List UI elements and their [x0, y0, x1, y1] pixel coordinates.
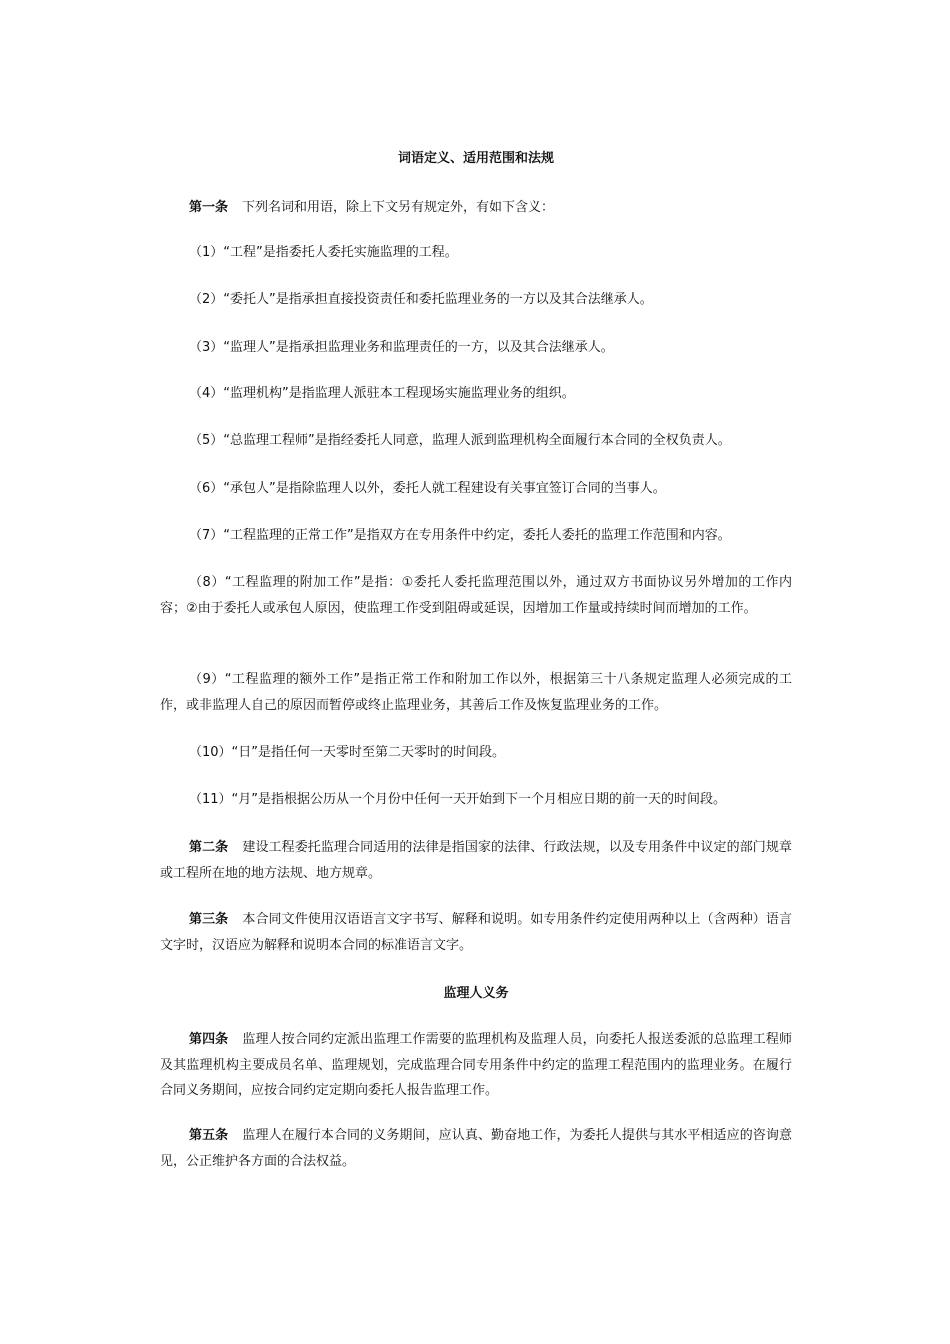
- article-2: [160, 835, 792, 886]
- definition-item-4: （4）“监理机构”是指监理人派驻本工程现场实施监理业务的组织。: [189, 386, 575, 401]
- article-text: 下列名词和用语，除上下文另有规定外，有如下含义：: [242, 200, 555, 215]
- article-label: 第五条: [189, 1128, 229, 1143]
- section-heading-obligations: 监理人义务: [443, 986, 509, 1001]
- article-1: [160, 195, 792, 221]
- definition-item-7: （7）“工程监理的正常工作”是指双方在专用条件中约定，委托人委托的监理工作范围和内容。: [189, 528, 731, 543]
- definition-item-1: （1）“工程”是指委托人委托实施监理的工程。: [189, 245, 458, 260]
- article-label: 第四条: [189, 1032, 229, 1047]
- definition-item-6: （6）“承包人”是指除监理人以外，委托人就工程建设有关事宜签订合同的当事人。: [189, 481, 666, 496]
- definition-item-11: （11）“月”是指根据公历从一个月份中任何一天开始到下一个月相应日期的前一天的时间段。: [189, 792, 727, 807]
- article-3: [160, 907, 792, 958]
- article-text: 本合同文件使用汉语语言文字书写、解释和说明。如专用条件约定使用两种以上（含两种）语言文字时，汉语应为解释和说明本合同的标准语言文字。: [160, 912, 792, 953]
- section-heading-definitions: 词语定义、适用范围和法规: [397, 151, 554, 166]
- definition-item-3: （3）“监理人”是指承担监理业务和监理责任的一方，以及其合法继承人。: [189, 340, 614, 355]
- definition-item-2: （2）“委托人”是指承担直接投资责任和委托监理业务的一方以及其合法继承人。: [189, 292, 653, 307]
- article-label: 第二条: [189, 840, 229, 855]
- article-text: 监理人按合同约定派出监理工作需要的监理机构及监理人员，向委托人报送委派的总监理工程师及其监理机构主要成员名单、监理规划，完成监理合同专用条件中约定的监理工程范围内的监理业务。在履行合同义务期间，应按合同约定定期向委托人报告监理工作。: [160, 1032, 792, 1098]
- article-label: 第一条: [189, 200, 229, 215]
- definition-item-9: （9）“工程监理的额外工作”是指正常工作和附加工作以外，根据第三十八条规定监理人必须完成的工作，或非监理人自己的原因而暂停或终止监理业务，其善后工作及恢复监理业务的工作。: [160, 672, 792, 713]
- article-label: 第三条: [189, 912, 229, 927]
- article-text: 监理人在履行本合同的义务期间，应认真、勤奋地工作，为委托人提供与其水平相适应的咨询意见，公正维护各方面的合法权益。: [160, 1128, 792, 1169]
- definition-item-10: （10）“日”是指任何一天零时至第二天零时的时间段。: [189, 745, 506, 760]
- definition-item-8: （8）“工程监理的附加工作”是指：①委托人委托监理范围以外，通过双方书面协议另外增加的工作内容；②由于委托人或承包人原因，使监理工作受到阻碍或延误，因增加工作量或持续时间而增加的工作。: [160, 575, 792, 616]
- article-5: [160, 1123, 792, 1174]
- definition-item-5: （5）“总监理工程师”是指经委托人同意，监理人派到监理机构全面履行本合同的全权负责人。: [189, 433, 731, 448]
- article-text: 建设工程委托监理合同适用的法律是指国家的法律、行政法规，以及专用条件中议定的部门规章或工程所在地的地方法规、地方规章。: [160, 840, 792, 881]
- article-4: [160, 1027, 792, 1104]
